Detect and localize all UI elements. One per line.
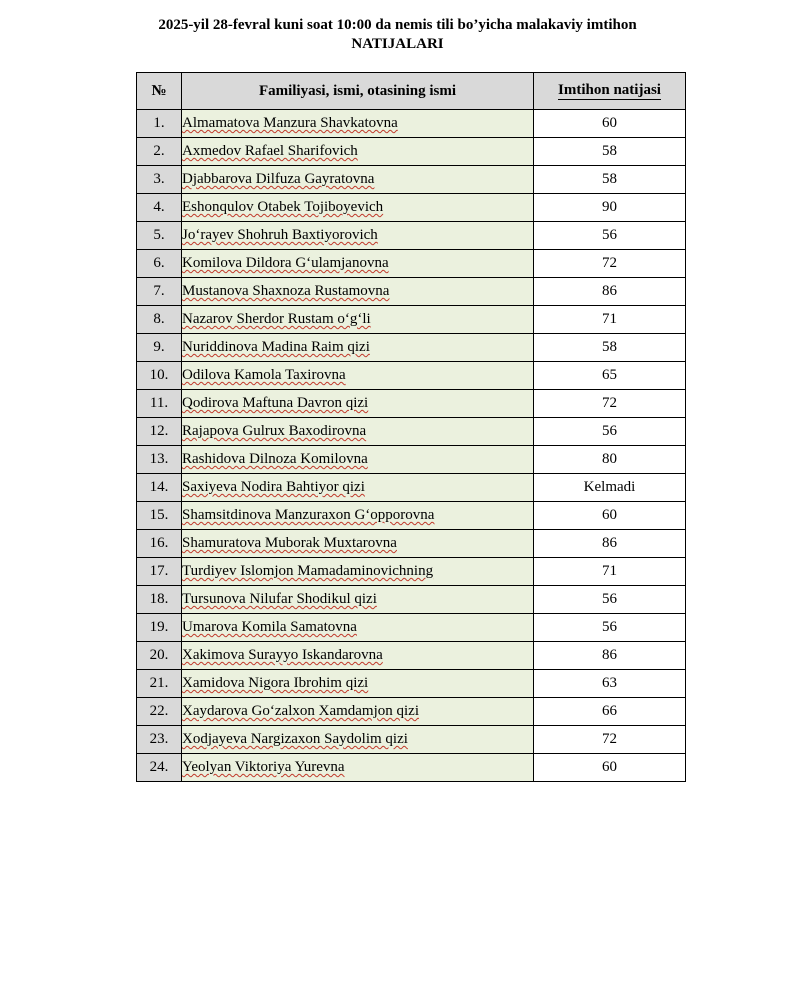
student-name-cell (182, 166, 534, 194)
table-row (137, 586, 686, 614)
student-name-cell (182, 558, 534, 586)
student-name: Jo‘rayev Shohruh Baxtiyorovich (182, 227, 378, 243)
student-name: Yeolyan Viktoriya Yurevna (182, 759, 345, 775)
row-number: 11. (137, 390, 182, 418)
table-row (137, 222, 686, 250)
row-number: 7. (137, 278, 182, 306)
student-name-cell (182, 642, 534, 670)
student-name-cell (182, 418, 534, 446)
row-number: 10. (137, 362, 182, 390)
student-name: Umarova Komila Samatovna (182, 619, 357, 635)
exam-score: 86 (534, 530, 686, 558)
student-name-cell (182, 306, 534, 334)
student-name: Xakimova Surayyo Iskandarovna (182, 647, 383, 663)
student-name: Djabbarova Dilfuza Gayratovna (182, 171, 375, 187)
table-row (137, 502, 686, 530)
table-row (137, 670, 686, 698)
row-number: 21. (137, 670, 182, 698)
student-name-cell (182, 138, 534, 166)
column-header-exam-result-text: Imtihon natijasi (558, 82, 661, 98)
student-name: Odilova Kamola Taxirovna (182, 367, 346, 383)
row-number: 3. (137, 166, 182, 194)
table-row (137, 250, 686, 278)
table-header-row (137, 73, 686, 110)
student-name: Xamidova Nigora Ibrohim qizi (182, 675, 369, 691)
table-row (137, 334, 686, 362)
table-row (137, 754, 686, 782)
student-name-cell (182, 334, 534, 362)
exam-score: 90 (534, 194, 686, 222)
row-number: 2. (137, 138, 182, 166)
student-name-cell (182, 390, 534, 418)
student-name: Komilova Dildora G‘ulamjanovna (182, 255, 389, 271)
exam-score: 56 (534, 586, 686, 614)
student-name-cell (182, 614, 534, 642)
exam-score: 72 (534, 390, 686, 418)
table-row (137, 642, 686, 670)
exam-score: 60 (534, 754, 686, 782)
exam-score: 65 (534, 362, 686, 390)
exam-score: 72 (534, 726, 686, 754)
table-row (137, 726, 686, 754)
title-line-1: 2025-yil 28-fevral kuni soat 10:00 da nemis tili bo’yicha malakaviy imtihon (158, 17, 637, 33)
exam-score: 71 (534, 306, 686, 334)
exam-score: 80 (534, 446, 686, 474)
row-number: 12. (137, 418, 182, 446)
student-name-cell (182, 278, 534, 306)
student-name: Axmedov Rafael Sharifovich (182, 143, 358, 159)
row-number: 23. (137, 726, 182, 754)
exam-score: 86 (534, 278, 686, 306)
exam-score: 56 (534, 614, 686, 642)
exam-score: 71 (534, 558, 686, 586)
student-name-cell (182, 446, 534, 474)
student-name: Xodjayeva Nargizaxon Saydolim qizi (182, 731, 408, 747)
table-row (137, 698, 686, 726)
row-number: 17. (137, 558, 182, 586)
table-row (137, 110, 686, 138)
row-number: 20. (137, 642, 182, 670)
student-name: Mustanova Shaxnoza Rustamovna (182, 283, 390, 299)
exam-score: 72 (534, 250, 686, 278)
student-name-cell (182, 110, 534, 138)
exam-score: 86 (534, 642, 686, 670)
exam-score: 63 (534, 670, 686, 698)
row-number: 9. (137, 334, 182, 362)
row-number: 18. (137, 586, 182, 614)
row-number: 5. (137, 222, 182, 250)
document-title (0, 16, 795, 54)
exam-score: 58 (534, 166, 686, 194)
exam-score: Kelmadi (534, 474, 686, 502)
student-name-cell (182, 670, 534, 698)
table-row (137, 418, 686, 446)
table-row (137, 614, 686, 642)
table-body (137, 110, 686, 782)
row-number: 14. (137, 474, 182, 502)
column-header-number: № (137, 73, 182, 110)
student-name-cell (182, 222, 534, 250)
student-name: Nuriddinova Madina Raim qizi (182, 339, 370, 355)
exam-score: 60 (534, 502, 686, 530)
student-name-cell (182, 726, 534, 754)
student-name: Xaydarova Go‘zalxon Xamdamjon qizi (182, 703, 420, 719)
student-name-cell (182, 194, 534, 222)
row-number: 4. (137, 194, 182, 222)
table-row (137, 390, 686, 418)
row-number: 15. (137, 502, 182, 530)
table-row (137, 166, 686, 194)
row-number: 6. (137, 250, 182, 278)
student-name-cell (182, 250, 534, 278)
student-name: Shamuratova Muborak Muxtarovna (182, 535, 397, 551)
row-number: 8. (137, 306, 182, 334)
table-row (137, 474, 686, 502)
table-row (137, 278, 686, 306)
row-number: 1. (137, 110, 182, 138)
row-number: 19. (137, 614, 182, 642)
exam-score: 56 (534, 222, 686, 250)
student-name: Shamsitdinova Manzuraxon G‘opporovna (182, 507, 435, 523)
title-line-2: NATIJALARI (351, 36, 444, 52)
column-header-exam-result (534, 73, 686, 110)
student-name: Nazarov Sherdor Rustam o‘g‘li (182, 311, 371, 327)
row-number: 22. (137, 698, 182, 726)
student-name: Tursunova Nilufar Shodikul qizi (182, 591, 377, 607)
results-table (136, 72, 686, 782)
table-row (137, 530, 686, 558)
row-number: 13. (137, 446, 182, 474)
table-row (137, 558, 686, 586)
table-row (137, 194, 686, 222)
table-row (137, 362, 686, 390)
student-name: Almamatova Manzura Shavkatovna (182, 115, 398, 131)
table-row (137, 306, 686, 334)
row-number: 24. (137, 754, 182, 782)
student-name: Turdiyev Islomjon Mamadaminovichning (182, 563, 434, 579)
table-row (137, 446, 686, 474)
exam-score: 58 (534, 138, 686, 166)
student-name: Rashidova Dilnoza Komilovna (182, 451, 368, 467)
student-name: Qodirova Maftuna Davron qizi (182, 395, 369, 411)
row-number: 16. (137, 530, 182, 558)
table-row (137, 138, 686, 166)
student-name: Saxiyeva Nodira Bahtiyor qizi (182, 479, 365, 495)
student-name-cell (182, 530, 534, 558)
student-name-cell (182, 474, 534, 502)
student-name-cell (182, 698, 534, 726)
student-name-cell (182, 362, 534, 390)
exam-score: 58 (534, 334, 686, 362)
column-header-full-name: Familiyasi, ismi, otasining ismi (182, 73, 534, 110)
student-name-cell (182, 502, 534, 530)
student-name-cell (182, 754, 534, 782)
exam-score: 56 (534, 418, 686, 446)
student-name: Rajapova Gulrux Baxodirovna (182, 423, 367, 439)
exam-score: 66 (534, 698, 686, 726)
exam-score: 60 (534, 110, 686, 138)
student-name: Eshonqulov Otabek Tojiboyevich (182, 199, 384, 215)
student-name-cell (182, 586, 534, 614)
